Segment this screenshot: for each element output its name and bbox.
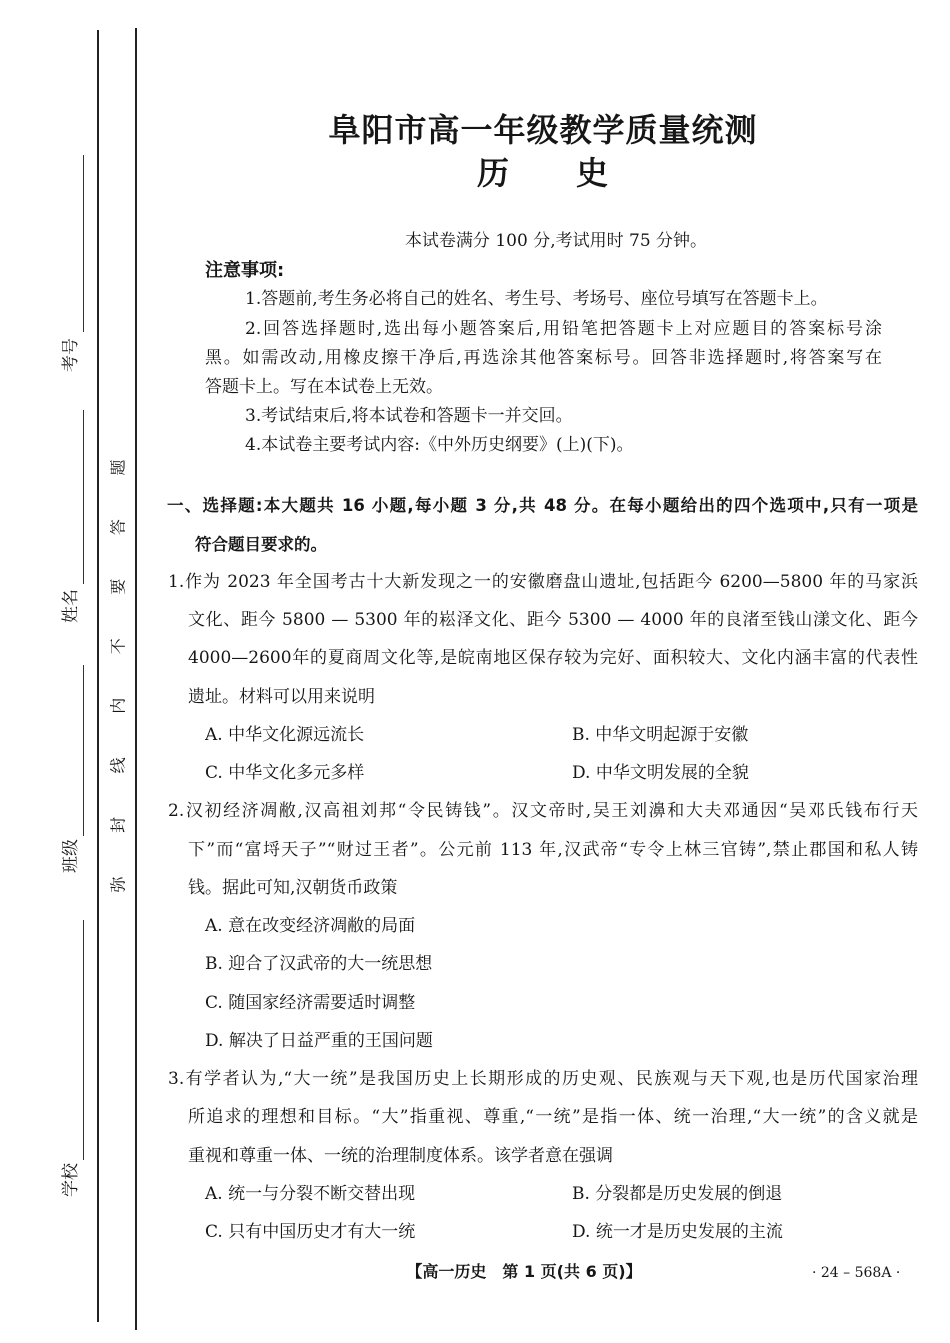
note-line: 3.考试结束后,将本试卷和答题卡一并交回。 — [245, 406, 573, 427]
question-3-stem-line: 重视和尊重一体、一统的治理制度体系。该学者意在强调 — [188, 1145, 613, 1166]
question-2-option-a: A. 意在改变经济凋敝的局面 — [205, 916, 416, 937]
margin-rule-inner — [135, 28, 137, 1330]
question-1-option-d: D. 中华文明发展的全貌 — [572, 763, 749, 784]
question-3-option-d: D. 统一才是历史发展的主流 — [572, 1221, 783, 1242]
school-label: 学校 — [61, 1163, 81, 1197]
page-footer: 【高一历史 第 1 页(共 6 页)】 — [406, 1262, 642, 1281]
section-1-line: 一、选择题:本大题共 16 小题,每小题 3 分,共 48 分。在每小题给出的四个选项中,只有一项是 — [167, 495, 918, 515]
class-fill-line — [83, 665, 84, 836]
question-2 — [168, 792, 918, 1060]
seal-notice: 弥封线内不要答题 — [108, 459, 128, 893]
question-1-stem-line: 文化、距今 5800 — 5300 年的崧泽文化、距今 5300 — 4000 年的良渚至钱山漾文化、距今 — [188, 610, 918, 631]
exam-no-fill-line — [83, 155, 84, 332]
question-3-option-c: C. 只有中国历史才有大一统 — [205, 1221, 416, 1242]
note-line: 答题卡上。写在本试卷上无效。 — [205, 376, 443, 397]
question-2-stem-line: 钱。据此可知,汉朝货币政策 — [188, 877, 398, 898]
note-line: 1.答题前,考生务必将自己的姓名、考生号、考场号、座位号填写在答题卡上。 — [245, 289, 828, 310]
name-fill-line — [83, 410, 84, 584]
question-list — [168, 563, 918, 1251]
question-1-stem-line: 1.作为 2023 年全国考古十大新发现之一的安徽磨盘山遗址,包括距今 6200—5800 年的马家浜 — [168, 572, 918, 592]
exam-title: 阜阳市高一年级教学质量统测 — [328, 111, 758, 149]
question-1-option-c: C. 中华文化多元多样 — [205, 763, 365, 784]
name-label: 姓名 — [61, 589, 81, 623]
note-line: 黑。如需改动,用橡皮擦干净后,再选涂其他答案标号。回答非选择题时,将答案写在 — [205, 347, 882, 368]
question-3-options-row — [168, 1175, 918, 1213]
paper-code: · 24 – 568A · — [812, 1265, 901, 1281]
question-2-option-c: C. 随国家经济需要适时调整 — [205, 992, 416, 1013]
note-line: 4.本试卷主要考试内容:《中外历史纲要》(上)(下)。 — [245, 435, 634, 456]
question-1-stem-line: 4000—2600年的夏商周文化等,是皖南地区保存较为完好、面积较大、文化内涵丰富的代表性 — [188, 648, 918, 669]
score-info: 本试卷满分 100 分,考试用时 75 分钟。 — [404, 231, 708, 251]
question-3-stem-line: 3.有学者认为,“大一统”是我国历史上长期形成的历史观、民族观与天下观,也是历代国家治理 — [168, 1069, 918, 1090]
question-3 — [168, 1060, 918, 1251]
question-1-stem-line: 遗址。材料可以用来说明 — [188, 686, 375, 707]
subject-title: 历 史 — [476, 154, 609, 192]
school-fill-line — [83, 920, 84, 1160]
notes-list — [205, 285, 882, 460]
section-1-line: 符合题目要求的。 — [195, 535, 327, 554]
question-1-options-row — [168, 716, 918, 754]
note-line: 2.回答选择题时,选出每小题答案后,用铅笔把答题卡上对应题目的答案标号涂 — [245, 318, 882, 339]
question-2-option-d: D. 解决了日益严重的王国问题 — [205, 1030, 433, 1051]
section-1-instructions — [167, 486, 918, 565]
question-1 — [168, 563, 918, 792]
question-2-option-b: B. 迎合了汉武帝的大一统思想 — [205, 954, 433, 975]
question-3-stem-line: 所追求的理想和目标。“大”指重视、尊重,“一统”是指一体、统一治理,“大一统”的含义就是 — [188, 1107, 918, 1128]
question-3-options-row — [168, 1213, 918, 1251]
question-1-option-b: B. 中华文明起源于安徽 — [572, 724, 749, 745]
notes-heading: 注意事项: — [205, 260, 285, 281]
question-2-stem-line: 2.汉初经济凋敝,汉高祖刘邦“令民铸钱”。汉文帝时,吴王刘濞和大夫邓通因“吴邓氏钱布行天 — [168, 801, 918, 822]
question-1-option-a: A. 中华文化源远流长 — [205, 724, 365, 745]
class-label: 班级 — [61, 839, 81, 873]
margin-rule-outer — [97, 30, 99, 1322]
question-3-option-b: B. 分裂都是历史发展的倒退 — [572, 1183, 783, 1204]
question-3-option-a: A. 统一与分裂不断交替出现 — [205, 1183, 416, 1204]
question-2-stem-line: 下”而“富埒天子”“财过王者”。公元前 113 年,汉武帝“专令上林三官铸”,禁止郡国和私人铸 — [188, 839, 918, 860]
question-1-options-row — [168, 754, 918, 792]
exam-no-label: 考号 — [61, 338, 81, 372]
